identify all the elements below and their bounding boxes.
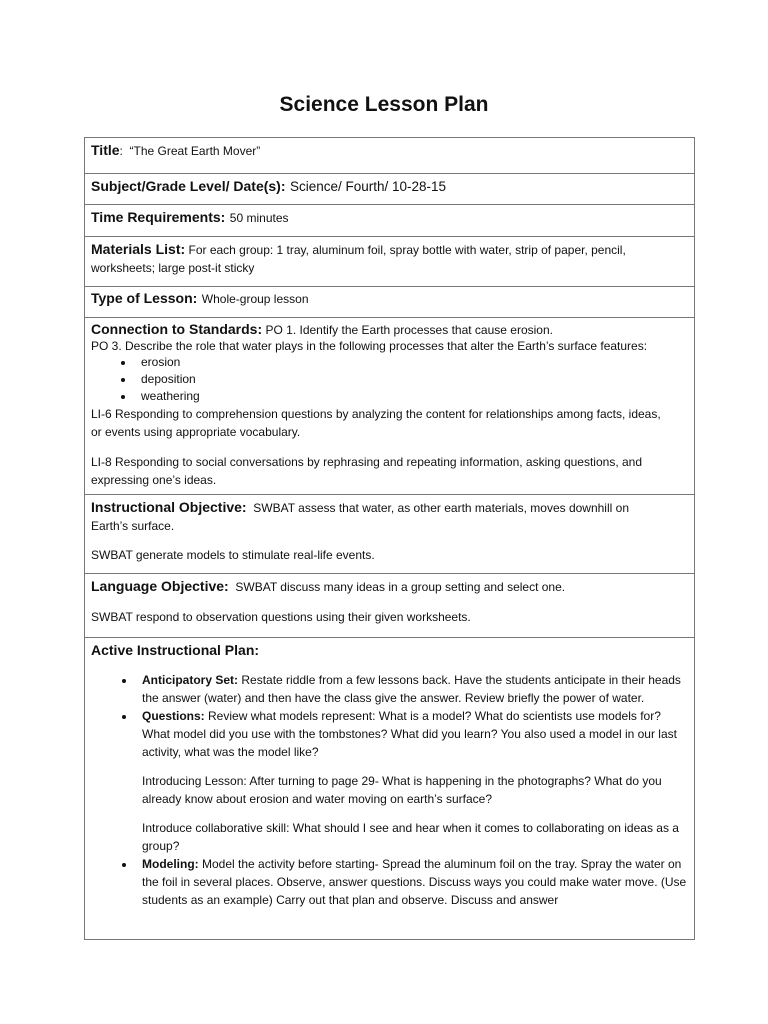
modeling-label: Modeling:	[142, 857, 199, 871]
questions-text: Review what models represent: What is a model? What do scientists use models for? What model did you use with the tombstones? What did you learn? You also used a model in our last activity, what was the model like?	[142, 709, 677, 759]
list-item	[136, 671, 688, 707]
type-value: Whole-group lesson	[201, 292, 309, 306]
time-label: Time Requirements:	[91, 209, 226, 225]
standards-li6: LI-6 Responding to comprehension questions by analyzing the content for relationships among facts, ideas,	[91, 407, 661, 421]
subject-label: Subject/Grade Level/ Date(s):	[91, 178, 286, 194]
anticipatory-label: Anticipatory Set:	[142, 673, 239, 687]
instructional-text: SWBAT assess that water, as other earth materials, moves downhill on	[253, 501, 629, 515]
standards-li6-cont: or events using appropriate vocabulary.	[91, 425, 301, 439]
standards-po1: PO 1. Identify the Earth processes that cause erosion.	[265, 323, 553, 337]
materials-label: Materials List:	[91, 241, 186, 257]
active-plan-label: Active Instructional Plan:	[91, 642, 260, 658]
instructional-text-2: SWBAT generate models to stimulate real-life events.	[91, 548, 375, 562]
instructional-label: Instructional Objective:	[91, 499, 247, 515]
standards-li8: LI-8 Responding to social conversations by rephrasing and repeating information, asking questions, and	[91, 455, 643, 469]
list-item: • weathering	[135, 388, 688, 405]
type-row	[85, 287, 695, 318]
title-row: Title: “The Great Earth Mover”	[85, 138, 695, 174]
list-item: • erosion	[135, 354, 688, 371]
list-item	[136, 707, 688, 855]
standards-label: Connection to Standards:	[91, 321, 263, 337]
language-text-2: SWBAT respond to observation questions using their given worksheets.	[91, 610, 471, 624]
lesson-plan-table	[84, 137, 695, 940]
instructional-text-cont: Earth’s surface.	[91, 519, 175, 533]
standards-bullets	[91, 354, 688, 405]
time-value: 50 minutes	[229, 211, 289, 225]
collab-text: Introduce collaborative skill: What should I see and hear when it comes to collaborating on ideas as a group?	[142, 821, 679, 853]
subject-row	[85, 174, 695, 205]
language-label: Language Objective:	[91, 578, 229, 594]
language-objective-row	[85, 574, 695, 638]
title-label: Title	[91, 142, 120, 158]
standards-row	[85, 318, 695, 495]
active-plan-list	[91, 671, 688, 909]
materials-value: For each group: 1 tray, aluminum foil, spray bottle with water, strip of paper, pencil,	[188, 243, 626, 257]
subject-value: Science/ Fourth/ 10-28-15	[289, 179, 447, 194]
type-label: Type of Lesson:	[91, 290, 198, 306]
language-text: SWBAT discuss many ideas in a group setting and select one.	[235, 580, 566, 594]
modeling-text: Model the activity before starting- Spread the aluminum foil on the tray. Spray the water on the foil in several places. Observe, answer questions. Discuss ways you could make water move. (Use students as an example) Carry out that plan and observe. Discuss and answer	[142, 857, 687, 907]
list-item	[136, 855, 688, 909]
page-title: Science Lesson Plan	[279, 93, 489, 116]
questions-label: Questions:	[142, 709, 205, 723]
standards-li8-cont: expressing one’s ideas.	[91, 473, 217, 487]
instructional-objective-row	[85, 495, 695, 574]
title-value: “The Great Earth Mover”	[129, 144, 261, 158]
introducing-text: Introducing Lesson: After turning to page 29- What is happening in the photographs? What do you already know about erosion and water moving on earth’s surface?	[142, 774, 662, 806]
time-row	[85, 205, 695, 237]
materials-value-cont: worksheets; large post-it sticky	[91, 261, 255, 275]
list-item: • deposition	[135, 371, 688, 388]
active-plan-row	[85, 638, 695, 940]
materials-row	[85, 237, 695, 287]
anticipatory-text: Restate riddle from a few lessons back. Have the students anticipate in their heads the answer (water) and then have the class give the answer. Review briefly the power of water.	[142, 673, 681, 705]
standards-po3: PO 3. Describe the role that water plays in the following processes that alter the Earth’s surface features:	[91, 339, 648, 353]
